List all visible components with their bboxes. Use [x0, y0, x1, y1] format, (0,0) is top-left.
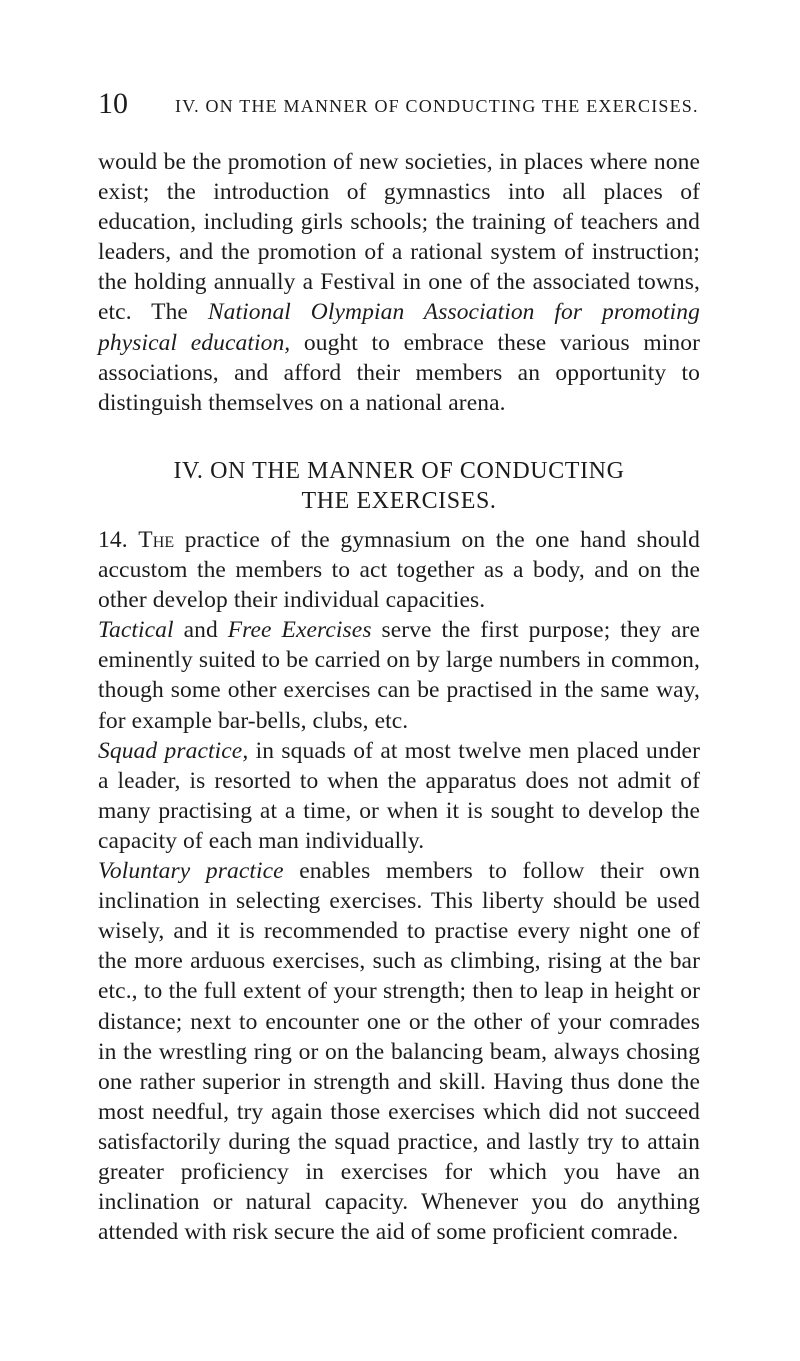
paragraph-squad-text: in squads of at most twelve men placed under a leader, is resorted to when the apparatus does not admit of many practising at a time, or when it is sought to develop the capacity of each man individually.	[98, 737, 700, 854]
running-head	[98, 84, 718, 124]
paragraph-14	[98, 525, 700, 615]
intro-text-end: ought to embrace these various minor associations, and afford their members an opportunity to distinguish themselves on a national arena.	[98, 329, 700, 416]
paragraph-tactical	[98, 615, 700, 735]
term-free-exercises: Free Exercises	[227, 617, 372, 644]
paragraph-lead-word: The	[138, 527, 175, 553]
paragraph-tactical-text: serve the first purpose; they are eminently suited to be carried on by large numbers in common, though some other exercises can be practised in the same way, for example bar-bells, clubs, etc.	[98, 617, 700, 734]
paragraph-squad	[98, 736, 700, 856]
term-squad-practice: Squad practice,	[98, 737, 249, 764]
running-title: IV. ON THE MANNER OF CONDUCTING THE EXERCISES.	[175, 96, 699, 116]
paragraph-14-text: practice of the gymnasium on the one hand should accustom the members to act together as a body, and on the other develop their individual capacities.	[98, 527, 700, 614]
page-number: 10	[98, 87, 128, 120]
section-heading	[98, 456, 700, 516]
association-name: National Olympian Association for promoting physical education,	[98, 299, 700, 356]
section-body	[98, 525, 700, 1247]
conjunction: and	[173, 617, 228, 644]
paragraph-number: 14.	[98, 527, 139, 553]
section-heading-line-2: THE EXERCISES.	[301, 488, 497, 514]
term-voluntary-practice: Voluntary practice	[98, 858, 284, 885]
section-heading-line-1: IV. ON THE MANNER OF CONDUCTING	[173, 458, 625, 484]
paragraph-voluntary-text: enables members to follow their own inclination in selecting exercises. This liberty should be used wisely, and it is recommended to practise every night one of the more arduous exercises, such as climbing, rising at the bar etc., to the full extent of your strength; then to leap in height or distance; next to encounter one or the other of your comrades in the wrestling ring or on the balancing beam, always chosing one rather superior in strength and skill. Having thus done the most needful, try again those exercises which did not succeed satisfactorily during the squad practice, and lastly try to attain greater proficiency in exercises for which you have an inclination or natural capacity. Whenever you do anything attended with risk secure the aid of some proficient comrade.	[98, 858, 700, 1246]
intro-paragraph	[98, 147, 700, 418]
intro-text-start: would be the promotion of new societies, in places where none exist; the introduction of gymnastics into all places of education, including girls schools; the training of teachers and leaders, and the promotion of a rational system of instruction; the holding annually a Festival in one of the associated towns, etc. The	[98, 149, 700, 326]
term-tactical: Tactical	[98, 617, 174, 644]
paragraph-voluntary	[98, 856, 700, 1247]
